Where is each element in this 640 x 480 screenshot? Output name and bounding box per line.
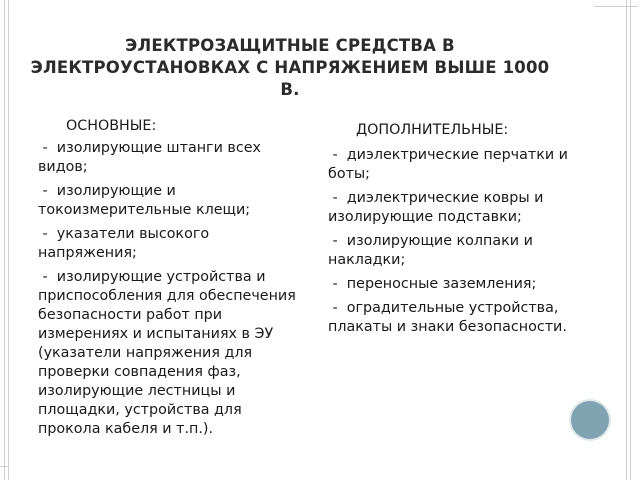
basic-means-item: - указатели высокого напряжения;: [38, 226, 210, 261]
basic-means-item-text: указатели высокого напряжения;: [38, 226, 210, 261]
decorative-circle: [571, 401, 609, 439]
additional-means-item-text: переносные заземления;: [346, 276, 537, 292]
slide-title: ЭЛЕКТРОЗАЩИТНЫЕ СРЕДСТВА В ЭЛЕКТРОУСТАНОВКАХ С НАПРЯЖЕНИЕМ ВЫШЕ 1000 В.: [30, 36, 550, 99]
additional-means-item: - диэлектрические ковры и изолирующие подставки;: [328, 190, 544, 225]
basic-means-heading: ОСНОВНЫЕ:: [66, 118, 157, 134]
frame-line-right-outer: [626, 0, 627, 480]
basic-means-item-text: изолирующие и токоизмерительные клещи;: [38, 183, 251, 218]
additional-means-item: - переносные заземления;: [328, 276, 537, 292]
additional-means-heading: ДОПОЛНИТЕЛЬНЫЕ:: [356, 122, 509, 138]
frame-line-left-inner: [8, 0, 9, 480]
frame-line-bottom-left: [0, 466, 8, 467]
additional-means-item-text: изолирующие колпаки и накладки;: [328, 233, 533, 268]
basic-means-item-text: изолирующие штанги всех видов;: [38, 140, 261, 175]
basic-means-item: - изолирующие штанги всех видов;: [38, 140, 261, 175]
additional-means-column: [328, 121, 588, 342]
additional-means-item-text: диэлектрические ковры и изолирующие подставки;: [328, 190, 544, 225]
basic-means-item: - изолирующие и токоизмерительные клещи;: [38, 183, 251, 218]
additional-means-item: - изолирующие колпаки и накладки;: [328, 233, 533, 268]
additional-means-item: - диэлектрические перчатки и боты;: [328, 147, 568, 182]
additional-means-item-text: оградительные устройства, плакаты и знаки безопасности.: [328, 300, 567, 335]
basic-means-item: - изолирующие устройства и приспособления для обеспечения безопасности работ при измерениях и испытаниях в ЭУ (указатели напряжения для проверки совпадения фаз, изолирующие лестницы и площадки, устройства для прокола кабеля и т.п.).: [38, 269, 296, 437]
additional-means-item-text: диэлектрические перчатки и боты;: [328, 147, 568, 182]
frame-line-right-inner: [630, 0, 631, 480]
frame-line-left-outer: [4, 0, 5, 480]
additional-means-item: - оградительные устройства, плакаты и знаки безопасности.: [328, 300, 567, 335]
basic-means-item-text: изолирующие устройства и приспособления для обеспечения безопасности работ при измерениях и испытаниях в ЭУ (указатели напряжения для проверки совпадения фаз, изолирующие лестницы и площадки, устройства для прокола кабеля и т.п.).: [38, 269, 296, 437]
frame-line-top-right: [594, 6, 638, 7]
basic-means-column: [38, 117, 300, 444]
